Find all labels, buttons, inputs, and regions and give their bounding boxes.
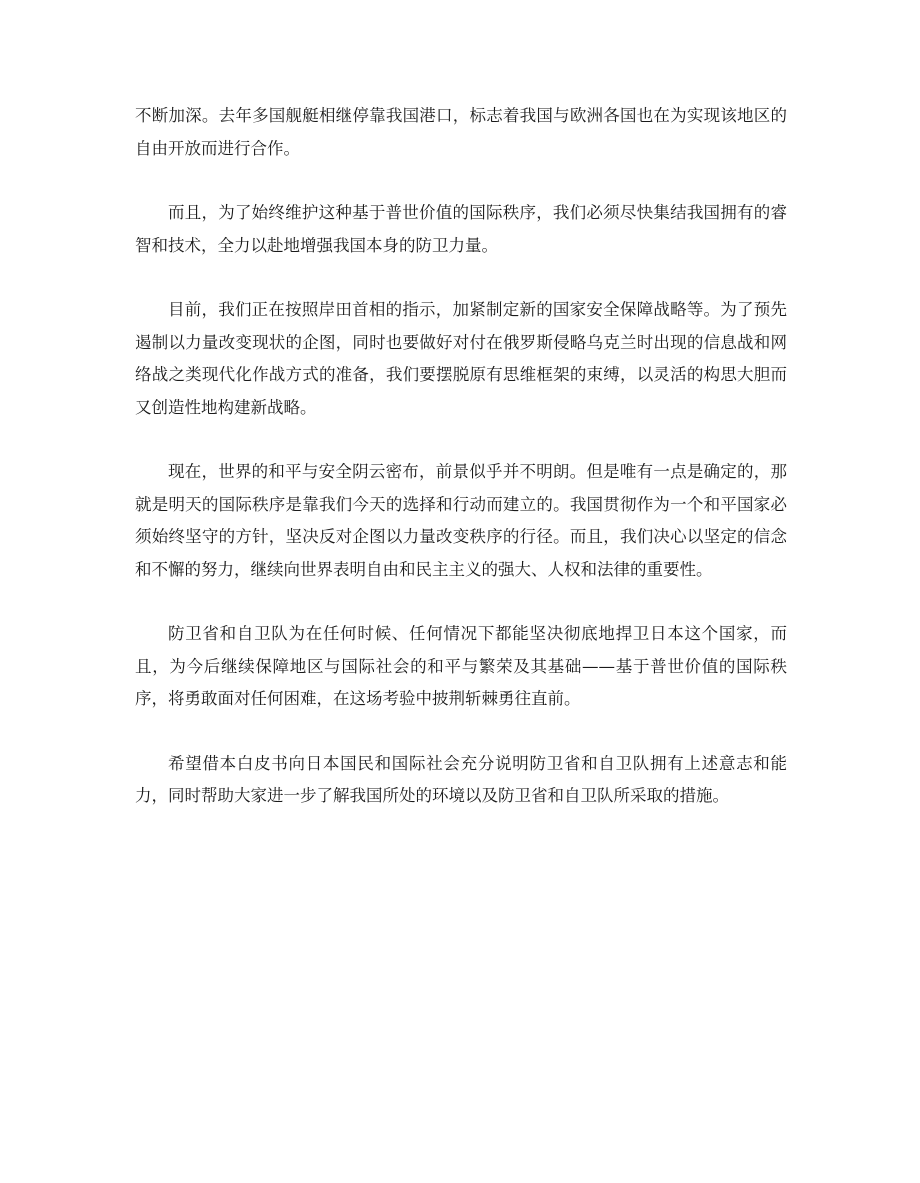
paragraph-6: 希望借本白皮书向日本国民和国际社会充分说明防卫省和自卫队拥有上述意志和能力，同时帮助大家进一步了解我国所处的环境以及防卫省和自卫队所采取的措施。	[135, 753, 787, 805]
paragraph-1: 不断加深。去年多国舰艇相继停靠我国港口，标志着我国与欧洲各国也在为实现该地区的自由开放而进行合作。	[135, 106, 787, 158]
paragraph-5: 防卫省和自卫队为在任何时候、任何情况下都能坚决彻底地捍卫日本这个国家，而且，为今后继续保障地区与国际社会的和平与繁荣及其基础——基于普世价值的国际秩序，将勇敢面对任何困难，在这场考验中披荆斩棘勇往直前。	[135, 624, 787, 708]
paragraph-4: 现在，世界的和平与安全阴云密布，前景似乎并不明朗。但是唯有一点是确定的，那就是明天的国际秩序是靠我们今天的选择和行动而建立的。我国贯彻作为一个和平国家必须始终坚守的方针，坚决反对企图以力量改变秩序的行径。而且，我们决心以坚定的信念和不懈的努力，继续向世界表明自由和民主主义的强大、人权和法律的重要性。	[135, 462, 787, 579]
paragraph-2: 而且，为了始终维护这种基于普世价值的国际秩序，我们必须尽快集结我国拥有的睿智和技术，全力以赴地增强我国本身的防卫力量。	[135, 203, 787, 255]
document-body	[135, 100, 787, 845]
paragraph-3: 目前，我们正在按照岸田首相的指示，加紧制定新的国家安全保障战略等。为了预先遏制以力量改变现状的企图，同时也要做好对付在俄罗斯侵略乌克兰时出现的信息战和网络战之类现代化作战方式的准备，我们要摆脱原有思维框架的束缚，以灵活的构思大胆而又创造性地构建新战略。	[135, 300, 787, 417]
